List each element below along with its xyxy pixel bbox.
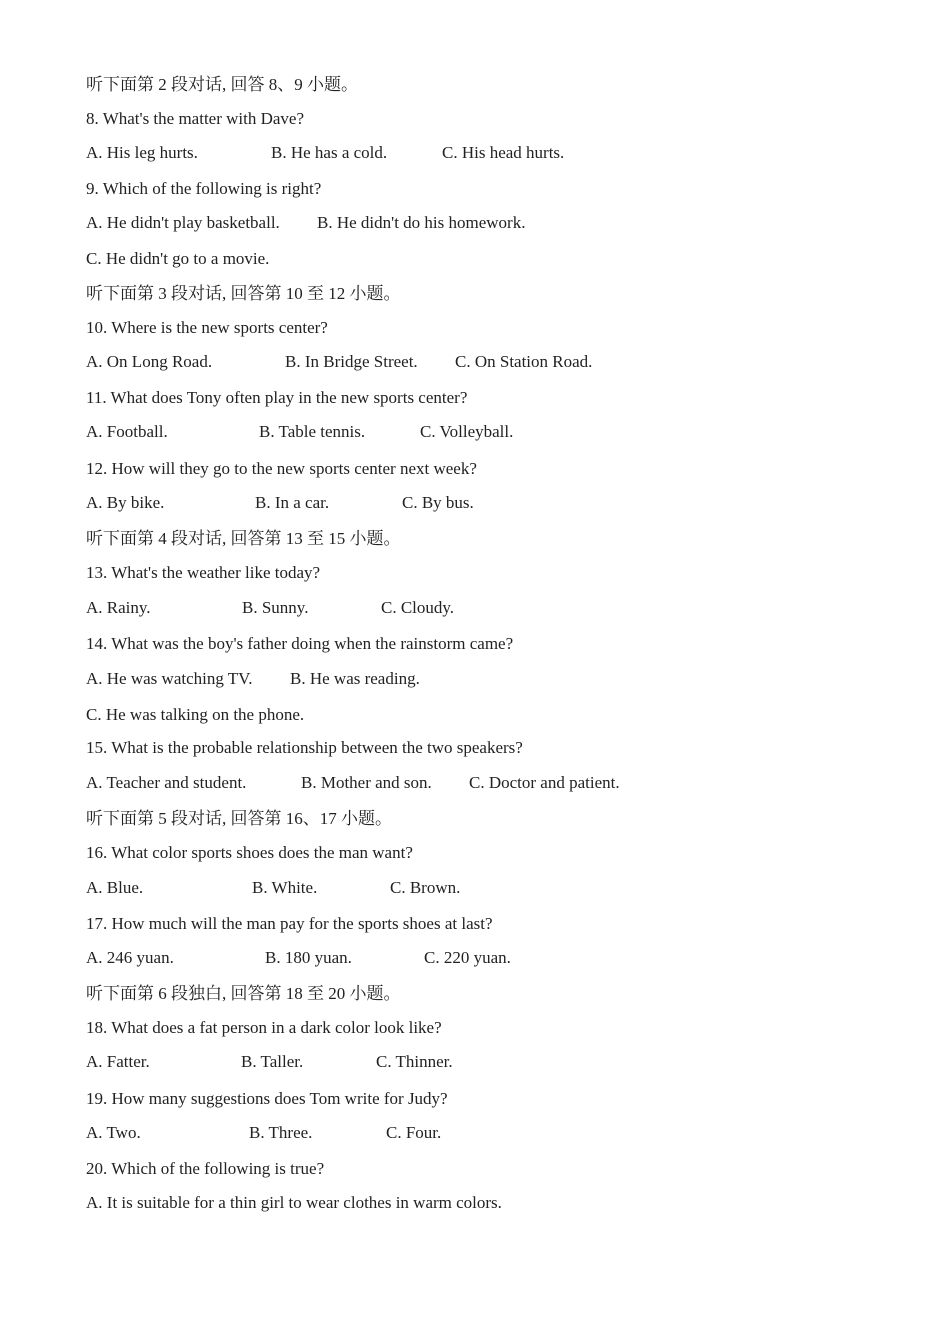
answer-option: B. He has a cold. bbox=[271, 143, 388, 162]
answer-option: B. Table tennis. bbox=[259, 422, 366, 441]
answer-option: A. Blue. bbox=[86, 878, 144, 897]
answer-option: C. Cloudy. bbox=[381, 598, 455, 617]
answer-option: A. 246 yuan. bbox=[86, 948, 174, 967]
answer-option: C. Brown. bbox=[390, 878, 461, 897]
answer-option: B. In Bridge Street. bbox=[285, 352, 418, 371]
answer-option: C. Thinner. bbox=[376, 1052, 453, 1071]
question-text: 12. How will they go to the new sports center next week? bbox=[86, 459, 477, 478]
answer-option: C. Four. bbox=[386, 1123, 442, 1142]
answer-option: A. He didn't play basketball. bbox=[86, 213, 280, 232]
question-text: 9. Which of the following is right? bbox=[86, 179, 322, 198]
question-text: 8. What's the matter with Dave? bbox=[86, 109, 305, 128]
answer-option: B. White. bbox=[252, 878, 318, 897]
answer-option: C. Doctor and patient. bbox=[469, 773, 620, 792]
question-text: 15. What is the probable relationship between the two speakers? bbox=[86, 738, 523, 757]
answer-option: A. By bike. bbox=[86, 493, 165, 512]
answer-option: B. Sunny. bbox=[242, 598, 309, 617]
answer-option: A. He was watching TV. bbox=[86, 669, 253, 688]
answer-option: C. Volleyball. bbox=[420, 422, 514, 441]
answer-option: B. 180 yuan. bbox=[265, 948, 352, 967]
question-text: 20. Which of the following is true? bbox=[86, 1159, 325, 1178]
answer-option: A. Rainy. bbox=[86, 598, 151, 617]
question-text: 13. What's the weather like today? bbox=[86, 563, 321, 582]
question-text: 17. How much will the man pay for the sports shoes at last? bbox=[86, 914, 493, 933]
question-text: 14. What was the boy's father doing when the rainstorm came? bbox=[86, 634, 514, 653]
section-instruction: 听下面第 4 段对话, 回答第 13 至 15 小题。 bbox=[86, 529, 401, 548]
section-instruction: 听下面第 2 段对话, 回答 8、9 小题。 bbox=[86, 75, 358, 94]
answer-option: A. His leg hurts. bbox=[86, 143, 198, 162]
answer-option: A. Fatter. bbox=[86, 1052, 150, 1071]
answer-option: A. Football. bbox=[86, 422, 168, 441]
answer-option: B. Taller. bbox=[241, 1052, 304, 1071]
answer-option: B. He didn't do his homework. bbox=[317, 213, 526, 232]
answer-option: C. By bus. bbox=[402, 493, 474, 512]
answer-option: C. He didn't go to a movie. bbox=[86, 249, 270, 268]
question-text: 16. What color sports shoes does the man want? bbox=[86, 843, 413, 862]
answer-option: B. He was reading. bbox=[290, 669, 420, 688]
answer-option: C. His head hurts. bbox=[442, 143, 565, 162]
answer-option: B. Mother and son. bbox=[301, 773, 432, 792]
answer-option: A. It is suitable for a thin girl to wear clothes in warm colors. bbox=[86, 1193, 502, 1212]
answer-option: C. He was talking on the phone. bbox=[86, 705, 305, 724]
question-text: 11. What does Tony often play in the new sports center? bbox=[86, 388, 468, 407]
section-instruction: 听下面第 3 段对话, 回答第 10 至 12 小题。 bbox=[86, 284, 401, 303]
answer-option: C. 220 yuan. bbox=[424, 948, 511, 967]
question-text: 19. How many suggestions does Tom write for Judy? bbox=[86, 1089, 448, 1108]
answer-option: A. On Long Road. bbox=[86, 352, 213, 371]
answer-option: A. Teacher and student. bbox=[86, 773, 247, 792]
section-instruction: 听下面第 5 段对话, 回答第 16、17 小题。 bbox=[86, 809, 392, 828]
answer-option: C. On Station Road. bbox=[455, 352, 593, 371]
question-text: 18. What does a fat person in a dark color look like? bbox=[86, 1018, 442, 1037]
section-instruction: 听下面第 6 段独白, 回答第 18 至 20 小题。 bbox=[86, 984, 401, 1003]
answer-option: B. Three. bbox=[249, 1123, 313, 1142]
answer-option: A. Two. bbox=[86, 1123, 141, 1142]
answer-option: B. In a car. bbox=[255, 493, 330, 512]
question-text: 10. Where is the new sports center? bbox=[86, 318, 328, 337]
